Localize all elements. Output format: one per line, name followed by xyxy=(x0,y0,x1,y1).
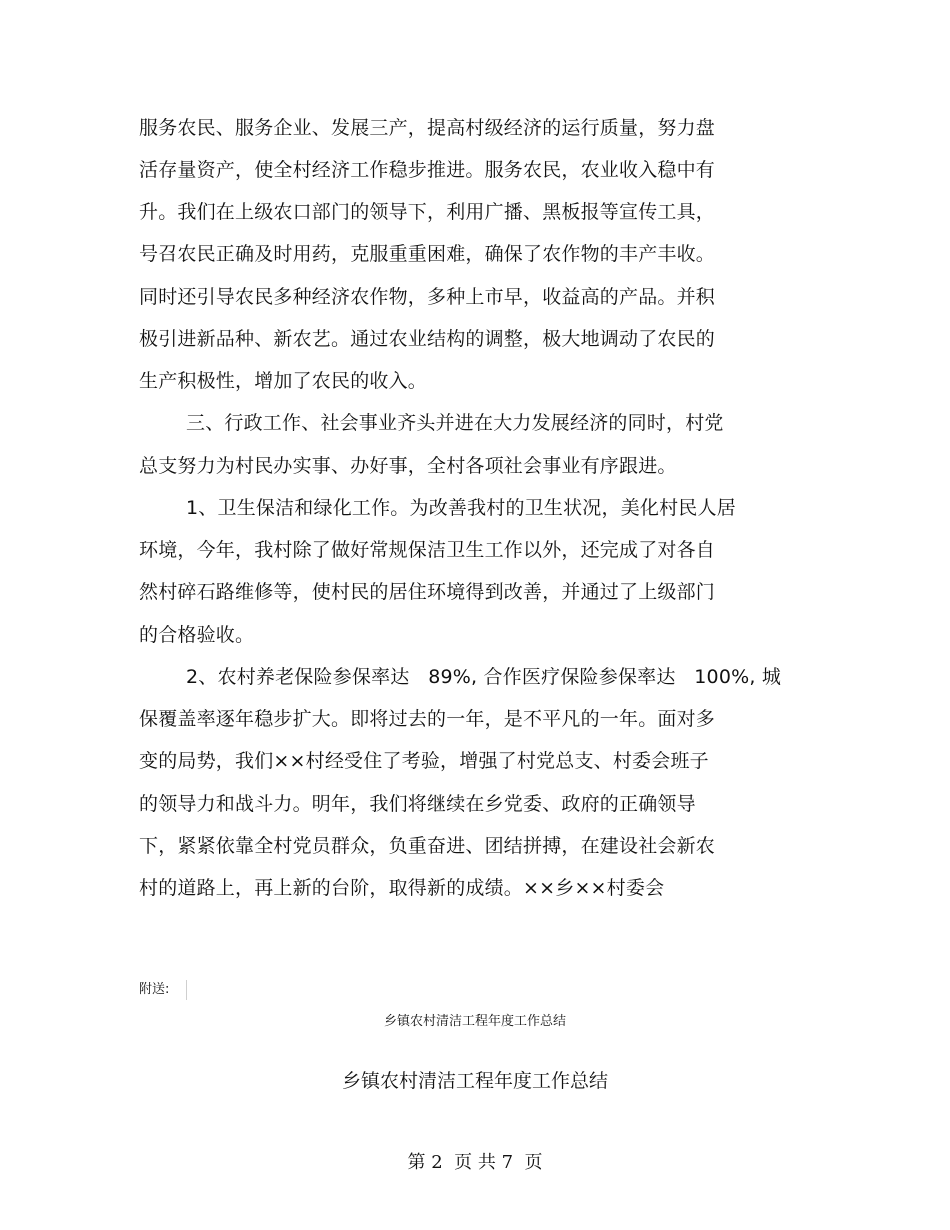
body-line-16: 变的局势，我们××村经受住了考验，增强了村党总支、村委会班子 xyxy=(139,750,709,772)
text-cursor-divider xyxy=(186,980,187,1000)
body-line-19: 村的道路上，再上新的台阶，取得新的成绩。××乡××村委会 xyxy=(139,877,665,899)
body-line-9: 总支努力为村民办实事、办好事，全村各项社会事业有序跟进。 xyxy=(139,455,677,477)
body-line-1: 服务农民、服务企业、发展三产，提高村级经济的运行质量，努力盘 xyxy=(139,117,716,139)
body-line-2: 活存量资产，使全村经济工作稳步推进。服务农民，农业收入稳中有 xyxy=(139,159,716,181)
appendix-document-title: 乡镇农村清洁工程年度工作总结 xyxy=(341,1070,608,1092)
body-line-17: 的领导力和战斗力。明年，我们将继续在乡党委、政府的正确领导 xyxy=(139,793,696,815)
body-line-12: 然村碎石路维修等，使村民的居住环境得到改善，并通过了上级部门 xyxy=(139,581,716,603)
body-line-6: 极引进新品种、新农艺。通过农业结构的调整，极大地调动了农民的 xyxy=(139,328,716,350)
appendix-label: 附送: xyxy=(139,982,170,997)
body-line-15: 保覆盖率逐年稳步扩大。即将过去的一年，是不平凡的一年。面对多 xyxy=(139,708,716,730)
body-line-5: 同时还引导农民多种经济农作物，多种上市早，收益高的产品。并积 xyxy=(139,286,716,308)
appendix-header-title: 乡镇农村清洁工程年度工作总结 xyxy=(383,1014,566,1029)
body-line-13: 的合格验收。 xyxy=(139,624,255,646)
body-line-3: 升。我们在上级农口部门的领导下，利用广播、黑板报等宣传工具， xyxy=(139,201,716,223)
page-number-footer: 第 2 页 共 7 页 xyxy=(407,1152,543,1173)
body-line-4: 号召农民正确及时用药，克服重重困难，确保了农作物的丰产丰收。 xyxy=(139,243,716,265)
item-1-line: 1、卫生保洁和绿化工作。为改善我村的卫生状况，美化村民人居 xyxy=(186,497,736,519)
body-line-7: 生产积极性，增加了农民的收入。 xyxy=(139,370,428,392)
section-heading-3: 三、行政工作、社会事业齐头并进在大力发展经济的同时，村党 xyxy=(186,412,724,434)
item-2-line: 2、农村养老保险参保率达 89%, 合作医疗保险参保率达 100%, 城 xyxy=(186,666,782,688)
body-line-11: 环境，今年，我村除了做好常规保洁卫生工作以外，还完成了对各自 xyxy=(139,539,716,561)
body-line-18: 下，紧紧依靠全村党员群众，负重奋进、团结拼搏，在建设社会新农 xyxy=(139,835,716,857)
